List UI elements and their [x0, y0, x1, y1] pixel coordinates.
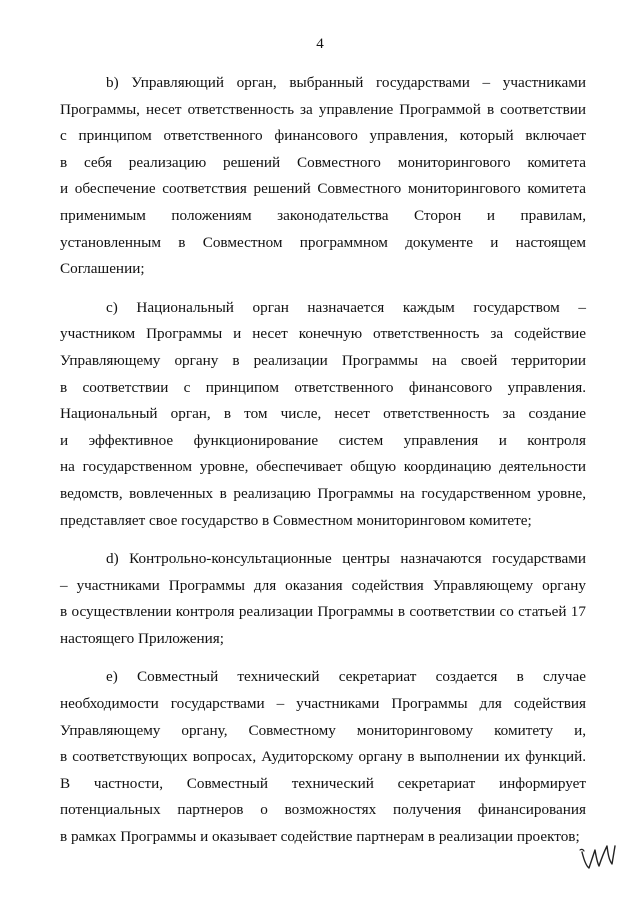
clause-d [60, 546, 586, 652]
clause-e [60, 664, 586, 850]
document-body [60, 70, 586, 851]
text-line: настоящего Приложения; [60, 629, 224, 647]
text-line: и эффективное функционирование систем управления и контроля [60, 431, 586, 449]
text-line: Управляющему органу в реализации Программы на своей территории [60, 351, 586, 369]
text-line: Программы, несет ответственность за управление Программой в соответствии [60, 100, 586, 118]
text-line: участником Программы и несет конечную ответственность за содействие [60, 325, 586, 343]
text-line: В частности, Совместный технический секретариат информирует [60, 774, 586, 792]
clause-b [60, 70, 586, 283]
text-line: c) Национальный орган назначается каждым государством – [106, 298, 586, 316]
text-line: применимым положениям законодательства Сторон и правилам, [60, 206, 586, 224]
text-line: – участниками Программы для оказания содействия Управляющему органу [60, 576, 586, 594]
page-number: 4 [316, 36, 324, 52]
text-line: Соглашении; [60, 260, 145, 278]
text-line: установленным в Совместном программном документе и настоящем [60, 233, 586, 251]
text-line: в осуществлении контроля реализации Программы в соответствии со статьей 17 [60, 603, 586, 621]
text-line: представляет свое государство в Совместном мониторинговом комитете; [60, 511, 532, 529]
text-line: d) Контрольно-консультационные центры назначаются государствами [106, 550, 586, 568]
text-line: Управляющему органу, Совместному мониторинговому комитету и, [60, 721, 586, 739]
text-line: в соответствующих вопросах, Аудиторскому органу в выполнении их функций. [60, 748, 586, 766]
text-line: b) Управляющий орган, выбранный государствами – участниками [106, 74, 586, 91]
handwritten-initials [578, 838, 618, 876]
text-line: e) Совместный технический секретариат создается в случае [106, 668, 586, 686]
text-line: Национальный орган, в том числе, несет ответственность за создание [60, 405, 586, 423]
text-line: и обеспечение соответствия решений Совместного мониторингового комитета [60, 180, 586, 198]
clause-c [60, 295, 586, 534]
text-line: в себя реализацию решений Совместного мониторингового комитета [60, 153, 586, 171]
text-line: в соответствии с принципом ответственного финансового управления. [60, 378, 586, 396]
text-line: потенциальных партнеров о возможностях получения финансирования [60, 801, 586, 819]
text-line: ведомств, вовлеченных в реализацию Программы на государственном уровне, [60, 484, 586, 502]
text-line: на государственном уровне, обеспечивает общую координацию деятельности [60, 458, 586, 476]
text-line: с принципом ответственного финансового управления, который включает [60, 127, 586, 145]
text-line: необходимости государствами – участниками Программы для содействия [60, 695, 586, 713]
text-line: в рамках Программы и оказывает содействие партнерам в реализации проектов; [60, 828, 580, 846]
